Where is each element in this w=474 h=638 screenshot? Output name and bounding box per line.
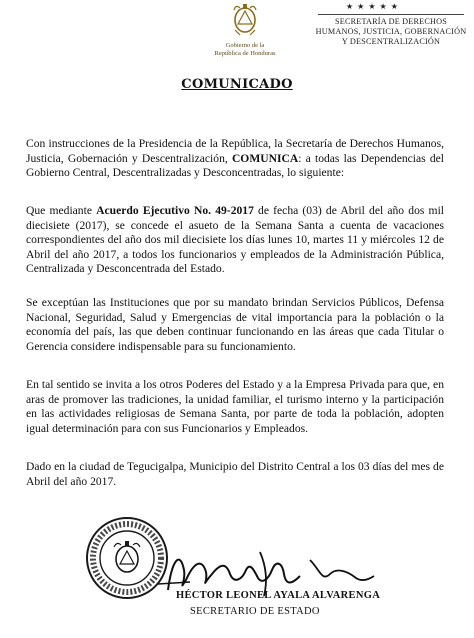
gobierno-label-line-1: Gobierno de la xyxy=(225,42,265,49)
text-run: Se exceptúan las Instituciones que por su mandato brindan Servicios Públicos, Defensa Nacional, Seguridad, Salud y Emergencias de vital importancia para la población o la economía del país, las que deben continuar funcionando en las áreas que cada Titular o Gerencia considere indispensable para su funcionamiento. xyxy=(26,296,444,353)
document-title: COMUNICADO xyxy=(181,77,293,92)
stars-row: ★★★★★ xyxy=(346,2,402,11)
secretaria-line-2: HUMANOS, JUSTICIA, GOBERNACIÓN xyxy=(315,27,467,36)
secretaria-line-3: Y DESCENTRALIZACIÓN xyxy=(341,37,441,46)
paragraph-acuerdo xyxy=(26,204,444,277)
bold-run: Acuerdo Ejecutivo No. 49-2017 xyxy=(96,204,254,217)
text-run: Que mediante xyxy=(26,204,97,217)
text-run: Dado en la ciudad de Tegucigalpa, Municipio del Distrito Central a los 03 días del mes de Abril del año 2017. xyxy=(26,460,444,488)
paragraph-invitacion xyxy=(26,378,444,436)
text-run: En tal sentido se invita a los otros Poderes del Estado y a la Empresa Privada para que, en aras de promover las tradiciones, la unidad familiar, el turismo interno y la participación en las actividades religiosas de Semana Santa, por parte de toda la población, adopten igual determinación para con sus Funcionarios y Empleados. xyxy=(26,378,444,435)
gobierno-label-line-2: República de Honduras xyxy=(214,50,276,57)
signatory-name: HÉCTOR LEONEL AYALA ALVARENGA xyxy=(176,590,381,601)
paragraph-fecha xyxy=(26,460,444,489)
secretaria-divider xyxy=(318,14,464,15)
text-run: de fecha (03) de Abril del año dos mil diecisiete (2017), se concede el asueto de la Semana Santa a cuenta de vacaciones correspondientes del año dos mil diecisiete los días lunes 10, martes 11 y miércoles 12 de Abril del año 2017, a todos los funcionarios y empleados de la Administración Pública, Centralizada y Desconcentrada del Estado. xyxy=(26,204,445,276)
signatory-title: SECRETARIO DE ESTADO xyxy=(190,606,320,617)
text-run: : a todas las Dependencias del Gobierno Central, Descentralizadas y Desconcentradas, lo siguiente: xyxy=(26,151,444,180)
paragraph-intro xyxy=(26,137,444,181)
bold-run: COMUNICA xyxy=(231,151,299,165)
secretaria-line-1: SECRETARÍA DE DERECHOS xyxy=(334,17,447,26)
text-run: Con instrucciones de la Presidencia de la República, la Secretaría de Derechos Humanos, Justicia, Gobernación y Descentralización, xyxy=(26,137,444,165)
coat-of-arms-logo xyxy=(228,2,262,38)
paragraph-excepciones xyxy=(26,296,444,354)
